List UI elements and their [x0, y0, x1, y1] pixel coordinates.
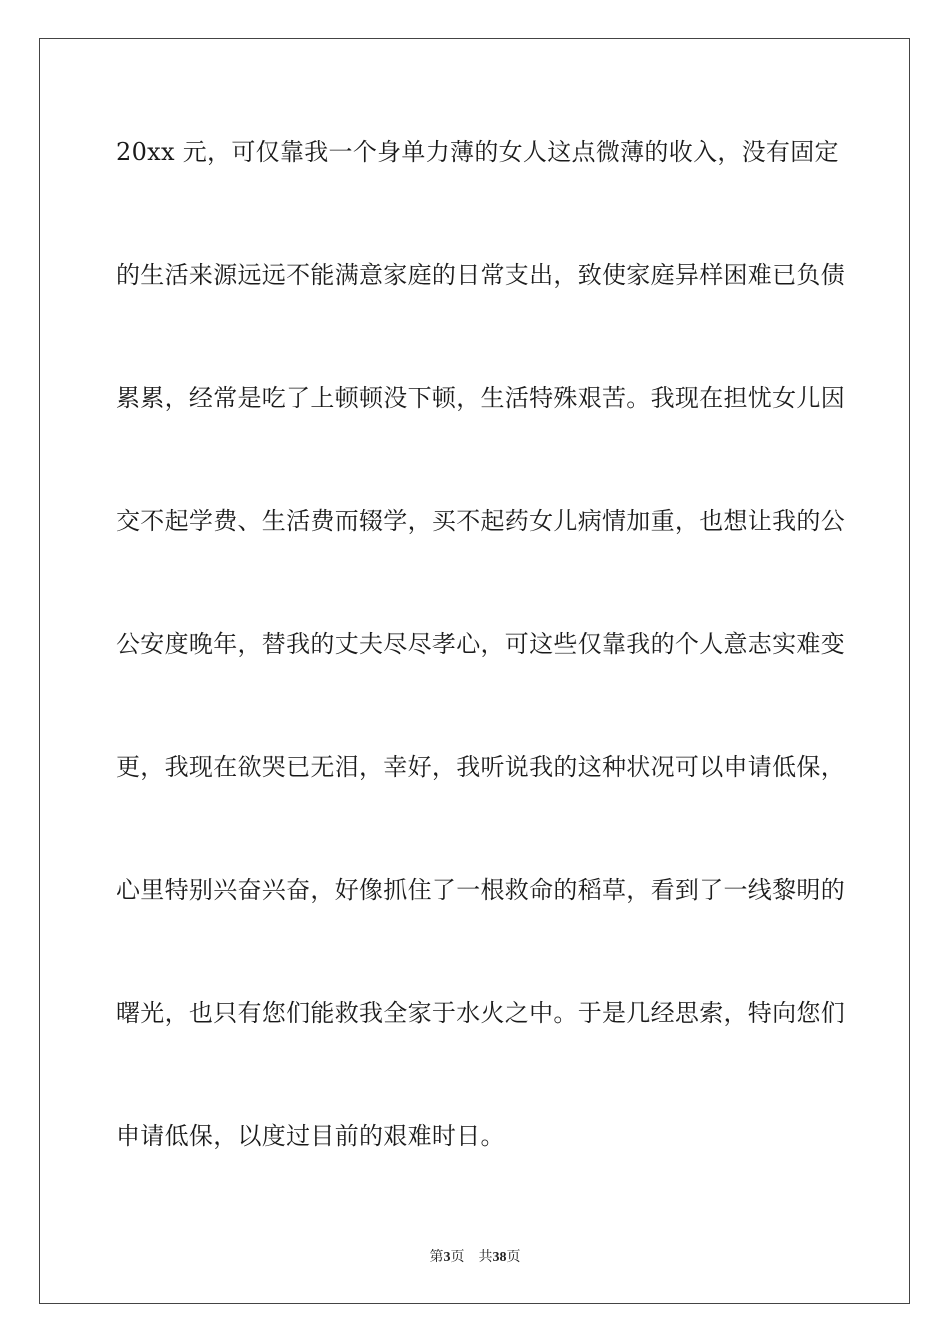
total-suffix: 页 [506, 1249, 521, 1265]
body-line-7: 心里特别兴奋兴奋，好像抓住了一根救命的稻草，看到了一线黎明的 [116, 876, 845, 904]
body-line-2: 的生活来源远远不能满意家庭的日常支出，致使家庭异样困难已负债 [116, 261, 845, 289]
body-line-1: 20xx 元，可仅靠我一个身单力薄的女人这点微薄的收入，没有固定 [116, 138, 839, 166]
page-footer [0, 1248, 950, 1267]
body-line-3: 累累，经常是吃了上顿顿没下顿，生活特殊艰苦。我现在担忧女儿因 [116, 384, 845, 412]
total-prefix: 共 [478, 1249, 493, 1265]
page-border [39, 38, 910, 1304]
page-number: 3 [443, 1250, 451, 1265]
body-line-8: 曙光，也只有您们能救我全家于水火之中。于是几经思索，特向您们 [116, 999, 845, 1027]
page-prefix: 第 [429, 1249, 444, 1265]
total-pages: 38 [492, 1250, 507, 1265]
body-line-6: 更，我现在欲哭已无泪，幸好，我听说我的这种状况可以申请低保， [116, 753, 845, 781]
body-line-4: 交不起学费、生活费而辍学，买不起药女儿病情加重，也想让我的公 [116, 507, 845, 535]
body-line-5: 公安度晚年，替我的丈夫尽尽孝心，可这些仅靠我的个人意志实难变 [116, 630, 845, 658]
page-suffix: 页 [450, 1249, 465, 1265]
body-line-9: 申请低保，以度过目前的艰难时日。 [116, 1122, 505, 1150]
